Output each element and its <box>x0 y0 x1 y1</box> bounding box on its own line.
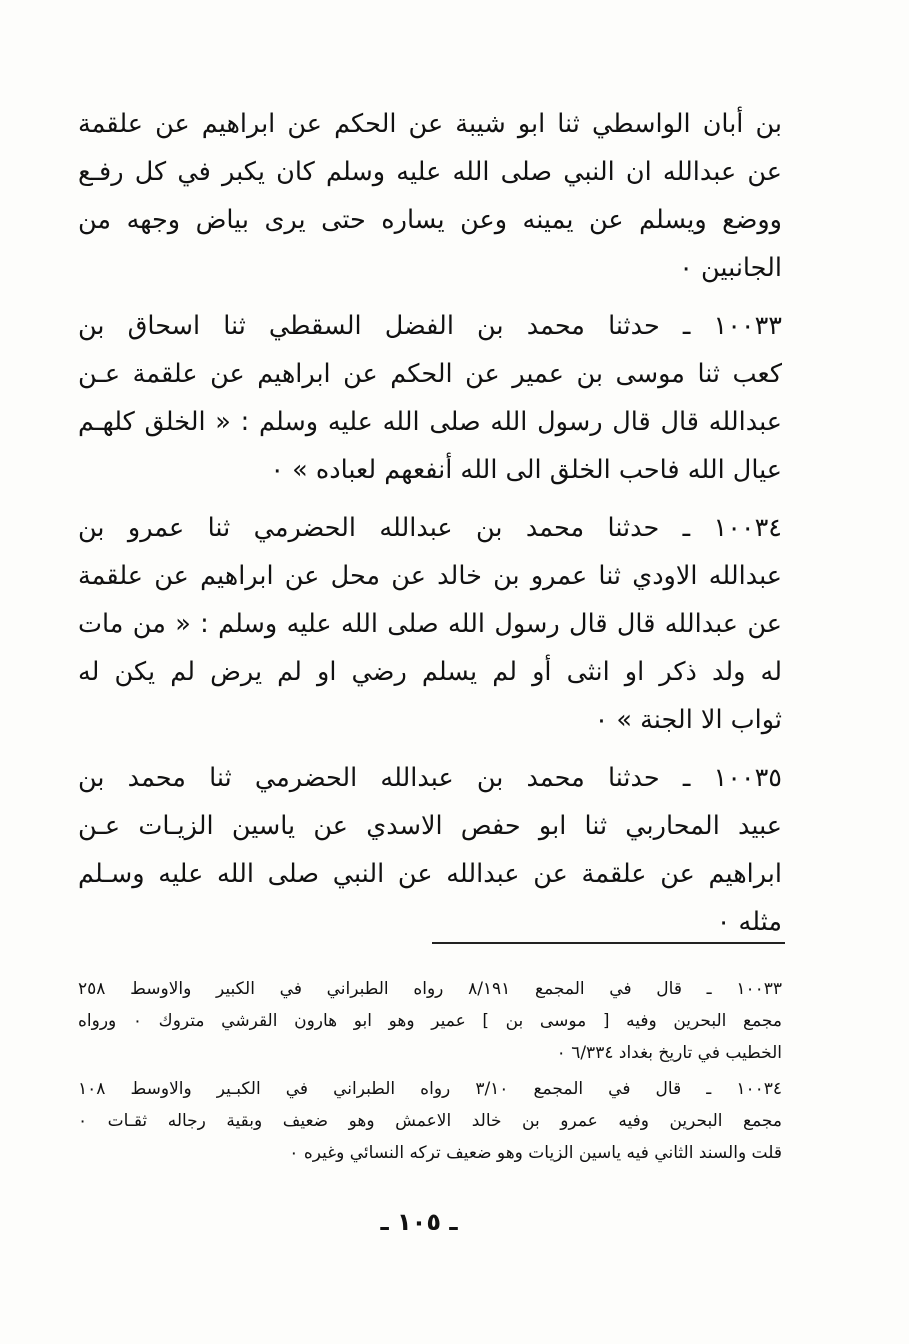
text-line: عن عبدالله قال قال رسول الله صلى الله عليه وسلم : « من مات <box>78 609 782 639</box>
footnote-line: مجمع البحرين وفيه [ موسى بن ] عمير وهو ابو هارون القرشي متروك ٠ ورواه <box>78 1011 782 1031</box>
paragraph-spacer <box>78 744 782 754</box>
text-line: بن أبان الواسطي ثنا ابو شيبة عن الحكم عن ابراهيم عن علقمة <box>78 109 782 139</box>
footnote-line: قلت والسند الثاني فيه ياسين الزيات وهو ضعيف تركه النسائي وغيره ٠ <box>289 1143 782 1163</box>
hadith-10033 <box>78 302 782 494</box>
text-line: ووضع ويسلم عن يمينه وعن يساره حتى يرى بياض وجهه من <box>78 205 782 235</box>
footnote-10033 <box>78 973 782 1069</box>
main-text <box>78 100 782 946</box>
text-line: ١٠٠٣٤ ـ حدثنا محمد بن عبدالله الحضرمي ثنا عمرو بن <box>78 513 782 543</box>
text-line: عبدالله قال قال رسول الله صلى الله عليه وسلم : « الخلق كلهـم <box>78 407 782 437</box>
footnotes <box>78 973 782 1169</box>
text-line: عبيد المحاربي ثنا ابو حفص الاسدي عن ياسين الزيـات عـن <box>78 811 782 841</box>
text-line: ثواب الا الجنة » ٠ <box>594 705 782 735</box>
hadith-10034 <box>78 504 782 744</box>
footnote-line: الخطيب في تاريخ بغداد ٦/٣٣٤ ٠ <box>556 1043 782 1063</box>
text-line: ابراهيم عن علقمة عن عبدالله عن النبي صلى الله عليه وسـلم <box>78 859 782 889</box>
paragraph <box>78 100 782 292</box>
page-number: ـ ١٠٥ ـ <box>380 1208 458 1236</box>
text-line: عن عبدالله ان النبي صلى الله عليه وسلم كان يكبر في كل رفـع <box>78 157 782 187</box>
paragraph-spacer <box>78 292 782 302</box>
hadith-10035 <box>78 754 782 946</box>
text-line: ١٠٠٣٣ ـ حدثنا محمد بن الفضل السقطي ثنا اسحاق بن <box>78 311 782 341</box>
paragraph-spacer <box>78 494 782 504</box>
text-line: مثله ٠ <box>716 907 782 937</box>
text-line: الجانبين ٠ <box>679 253 782 283</box>
footnote-line: ١٠٠٣٣ ـ قال في المجمع ٨/١٩١ رواه الطبراني في الكبير والاوسط ٢٥٨ <box>78 979 782 999</box>
text-line: كعب ثنا موسى بن عمير عن الحكم عن ابراهيم عن علقمة عـن <box>78 359 782 389</box>
footnote-divider <box>432 942 785 944</box>
text-line: عبدالله الاودي ثنا عمرو بن خالد عن محل عن ابراهيم عن علقمة <box>78 561 782 591</box>
text-line: ١٠٠٣٥ ـ حدثنا محمد بن عبدالله الحضرمي ثنا محمد بن <box>78 763 782 793</box>
footnote-line: مجمع البحرين وفيه عمرو بن خالد الاعمش وهو ضعيف وبقية رجاله ثقـات ٠ <box>78 1111 782 1131</box>
footnote-line: ١٠٠٣٤ ـ قال في المجمع ٣/١٠ رواه الطبراني في الكبـير والاوسط ١٠٨ <box>78 1079 782 1099</box>
text-line: عيال الله فاحب الخلق الى الله أنفعهم لعباده » ٠ <box>270 455 782 485</box>
text-line: له ولد ذكر او انثى أو لم يسلم رضي او لم يرض لم يكن له <box>78 657 782 687</box>
footnote-10034 <box>78 1073 782 1169</box>
